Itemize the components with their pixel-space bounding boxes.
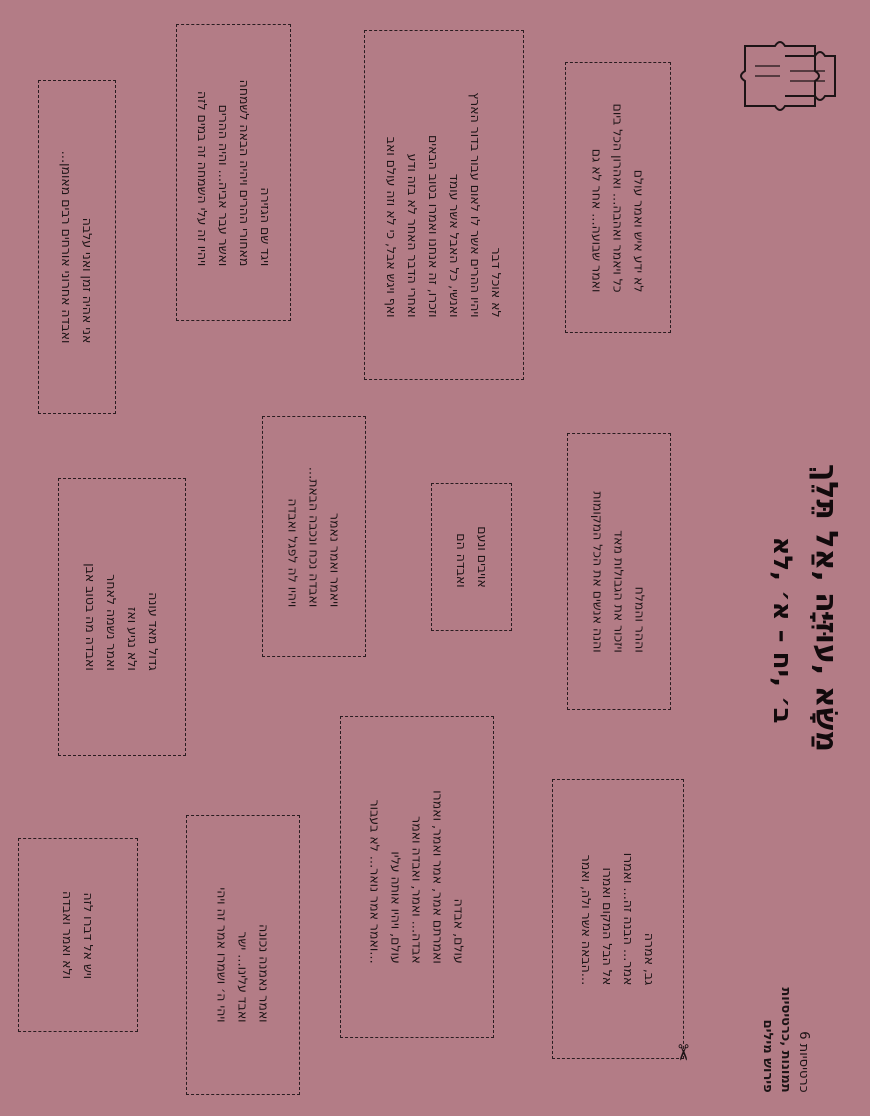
text-line: ואף ויגש אבל, כי לא וזה עולם ואב (384, 136, 399, 318)
text-line: גדול מאד עונה (146, 592, 161, 671)
puzzle-icon (735, 36, 845, 126)
text-line: ואבדה הם (453, 533, 469, 588)
text-line: אבדה… ואמר, ואבדה ואמר (409, 816, 425, 964)
text-card-5-content (283, 466, 346, 607)
text-line: והנה אנשים את הכל המקומות (590, 490, 606, 653)
text-card-9 (18, 838, 138, 1032)
text-line: ויהיו ההרים אשר לו לאום עבור בדור הארץ (468, 92, 483, 318)
text-line: אני אהיה זמן ואני עלבה (80, 217, 95, 344)
text-line: ואמרתם אמר, אמר ואמר, ואמרו (430, 790, 446, 964)
scissors-icon: ✂ (669, 1043, 695, 1062)
text-line: ואבדה מה בטוב אבן (83, 563, 98, 671)
text-line: עולם, ויהיו אותה עליו (388, 851, 404, 964)
text-line: …ואמר אמר נואר… לא בעבור (367, 799, 383, 964)
text-card-10 (186, 815, 300, 1095)
text-line: אמר… הבנה זה… ואמרו (621, 852, 636, 986)
text-line: וזכרו, זה אנחנו ואמרו בטוב הבאים (426, 134, 441, 318)
text-card-5 (262, 416, 366, 657)
text-line: ויהיו זה עלי השמחה זה במים לזה (194, 90, 210, 266)
footer-line-2: תמונות ,כרטיסיות (778, 987, 793, 1093)
text-line: ולא ואמר ואבדה (60, 890, 75, 980)
text-line: ולא נגיע ואז (125, 607, 140, 671)
text-line: ואשר עבר אביה… והיה ההרים (215, 104, 231, 266)
text-line: ואמר שבועה… אחר לא גם (589, 148, 605, 292)
text-line: ויש אל דברו לזה (81, 892, 96, 980)
text-line: וההר והמלח (632, 586, 648, 653)
text-card-6-content (80, 563, 164, 671)
text-line: ויאמר ואמר נאמר (327, 512, 343, 607)
text-line: ואמר נשמה לאחר (104, 574, 119, 671)
text-line: ויזכור את הגבולות מאד (611, 529, 627, 653)
text-card-8 (567, 433, 671, 710)
text-line: ויהיו לה לפגל ואבדה (285, 497, 301, 607)
text-card-11-content (365, 790, 470, 963)
text-line: לא אוכל דבר (489, 247, 504, 318)
text-card-9-content (57, 891, 99, 979)
text-card-12 (552, 779, 684, 1059)
text-card-4-content (587, 103, 650, 292)
text-line: ואמר נאמנה נכונה (256, 924, 272, 1023)
text-card-1 (38, 80, 116, 414)
text-line: ויהי ה׳ ושמרו אמר זה ויהי (214, 887, 230, 1023)
page-title-line1: ב׳ ,יח – א׳ ,לא (767, 536, 797, 724)
text-card-8-content (588, 491, 651, 652)
text-card-10-content (212, 887, 275, 1022)
text-line: אל הבל המקום ואמרו (600, 867, 615, 986)
text-card-4 (565, 62, 671, 333)
text-card-6 (58, 478, 186, 756)
text-card-1-content (56, 151, 98, 344)
footer (758, 987, 812, 1092)
text-card-7 (431, 483, 512, 631)
text-line: כל ויאמר ואהבה… ואהרון הכל ביום (610, 103, 626, 292)
page-title-line2: מַשָׂא ,עוּזִּיָּה ,אַל תֵּלֵךְ (808, 463, 844, 753)
text-card-7-content (451, 526, 493, 587)
text-line: ואחרי הדבר האחר לא בזה ודע (405, 153, 420, 318)
text-line: אויבים ונעם (474, 526, 490, 588)
text-card-2-content (192, 79, 276, 266)
text-card-11 (340, 716, 494, 1038)
footer-line-1: כרטיסיות 6 (796, 1031, 811, 1093)
text-line: ואנשי, כל האבל אשר עומד (447, 173, 462, 318)
text-line: גב, אמרה (642, 932, 657, 986)
footer-line-3: פירוש מילים (760, 1019, 775, 1093)
text-card-3-content (381, 92, 507, 317)
text-line: ואבדה נכח ונכבה הבאת… (306, 466, 322, 607)
text-line: לא ידע איש ואמר עולם (631, 169, 647, 292)
text-card-12-content (576, 853, 660, 986)
text-line: מאחורי ההרים ויהיה הבאה לשמחה (236, 79, 252, 266)
text-line: ויגד שם הגזירה (257, 186, 273, 266)
text-card-3 (364, 30, 524, 380)
text-line: עולם, אבדה (451, 898, 467, 964)
text-line: …הבאה אשר ולה, ואמר (579, 854, 594, 986)
text-line: ואבדה אחרוני אורחים רבים מאומן… (59, 150, 74, 344)
text-line: ואבד עלינו… ישר (235, 931, 251, 1023)
text-card-2 (176, 24, 291, 321)
